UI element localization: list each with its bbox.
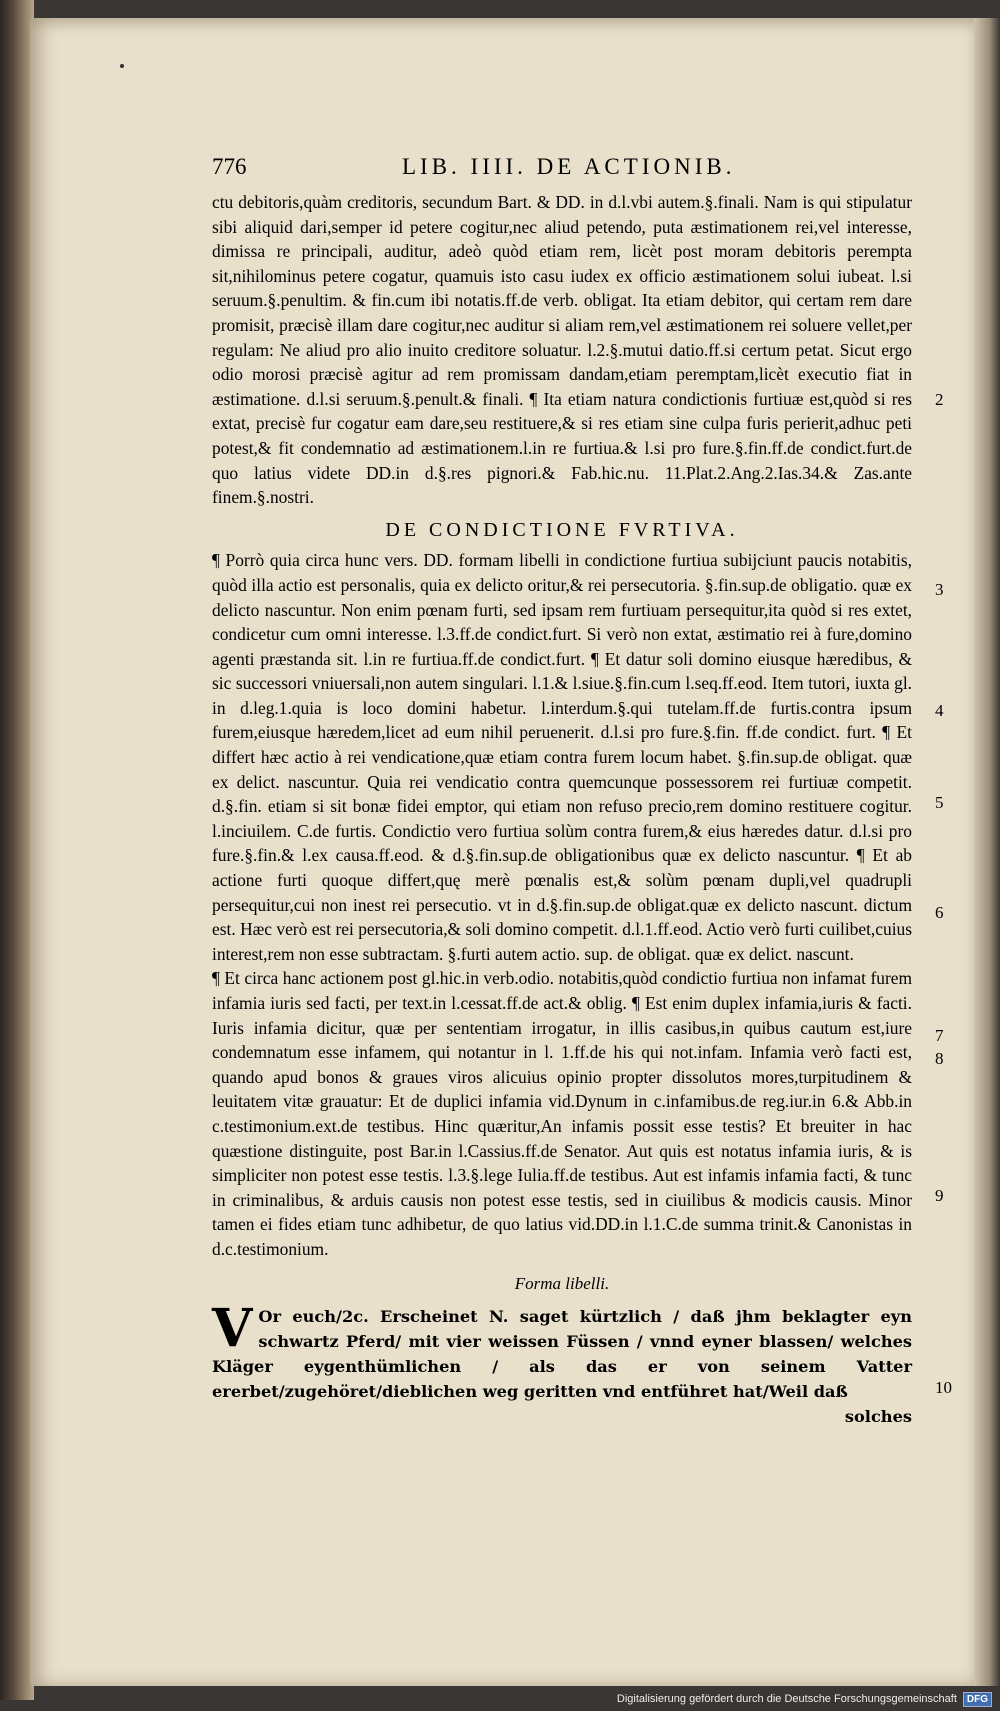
page-number: 776 [212, 154, 247, 179]
catchword: solches [844, 1407, 912, 1427]
margin-number: 10 [935, 1378, 952, 1397]
running-head: LIB. IIII. DE ACTIONIB. [402, 154, 736, 179]
digitization-footer [617, 1690, 992, 1708]
margin-number: 8 [935, 1049, 944, 1068]
margin-number: 7 [935, 1026, 944, 1045]
margin-number: 3 [935, 580, 944, 599]
footer-credit: Digitalisierung gefördert durch die Deutsche Forschungsgemeinschaft [616, 1693, 957, 1705]
ink-dot [120, 64, 124, 68]
main-text-block [212, 190, 912, 1429]
section-heading: DE CONDICTIONE FVRTIVA. [385, 518, 739, 541]
margin-number: 4 [935, 701, 944, 720]
margin-number: 6 [935, 903, 944, 922]
margin-number: 9 [935, 1186, 944, 1205]
drop-cap-initial: V [212, 1298, 253, 1360]
margin-number: 2 [935, 390, 944, 409]
paragraph-infamia: ¶ Et circa hanc actionem post gl.hic.in verb.odio. notabitis,quòd condictio furtiua non infamat furem infamia iuris sed facti, per text.in l.cessat.ff.de act.& oblig. ¶ Est enim duplex infamia,iuris & facti. Iuris infamia dicitur, quæ per sententiam irrogatur, in illis casibus,in quibus cautum est,iure condemnatum esse infamem, qui notantur in l. 1.ff.de his qui not.infam. Infamia verò facti est, quando apud bonos & graues viros alicuius opinio propter dissolutos mores,turpitudinem & leuitatem vitæ grauatur: Et de duplici infamia vid.Dynum in c.infamibus.de reg.iur.in 6.& Abb.in c.testimonium.ext.de testibus. Hinc quæritur,An infamis possit esse testis? Et breuiter in hac quæstione distinguite, post Bar.in l.Cassius.ff.de Senator. Aut quis est notatus infamia iuris, & is simpliciter non potest esse testis. l.3.§.lege Iulia.ff.de testibus. Aut est infamis infamia facti, & tunc in criminalibus, & arduis causis non potest esse testis, sed in ciuilibus & modicis causis. Minor tamen ei fides etiam tunc adhibetur, de quo latius vid.DD.in l.1.C.de summa trinit.& Canonistas in d.c.testimonium. [212, 968, 912, 1259]
german-formula-text [212, 1298, 912, 1429]
page-right-edge [974, 18, 1000, 1686]
paragraph-condictio: ¶ Porrò quia circa hunc vers. DD. formam libelli in condictione furtiua subijciunt paucis notabitis, quòd illa actio est personalis, quia ex delicto oritur,& rei persecutoria. §.fin.sup.de obligatio. quæ ex delicto nascuntur. Non enim pœnam furti, sed ipsam rem furtiuam persequitur,ita quòd si res extet, condicetur cum omni interesse. l.3.ff.de condict.furt. Si verò non extat, æstimatio rei à fure,domino agenti præstanda sit. l.in re furtiua.ff.de condict.furt. ¶ Et datur soli domino eiusque hæredibus, & sic successori vniuersali,non autem singulari. l.1.& l.siue.§.fin.cum l.seq.ff.eod. Item tutori, iuxta gl. in d.leg.1.quia is loco domini habetur. l.interdum.§.qui tutelam.ff.de furtis.contra ipsum furem,eiusque hæredem,licet ad eum nihil peruenerit. d.l.si pro fure.§.fin. ff.de condict. furt. ¶ Et differt hæc actio à rei vendicatione,quæ etiam contra furem locum habet. §.fin.sup.de obligat. quæ ex delict. nascuntur. Quia rei vendicatio contra quemcunque possessorem rei furtiuæ competit. d.§.fin. etiam si sit bonæ fidei emptor, qui etiam non refuso precio,rem domino restituere cogitur. l.inciuilem. C.de furtis. Condictio vero furtiua solùm contra furem,& eius hæredes datur. d.l.si pro fure.§.fin.& l.ex causa.ff.eod. & d.§.fin.sup.de obligationibus quæ ex delicto nascuntur. ¶ Et ab actione furti quoque differt,quę merè pœnalis est,& solùm pœnam dupli,vel quadrupli persequitur,cui non inest rei persecutio. vt in d.§.fin.sup.de obligat.quæ ex delicto nascunt. dictum est. Hæc verò est rei persecutoria,& soli domino competit. d.l.1.ff.eod. Actio verò furti cuilibet,cuius interest,rem non esse subtractam. §.furti autem actio. sup. de obligat. quæ ex delict. nascunt. [212, 550, 912, 964]
german-text-body: Or euch/2c. Erscheinet N. saget kürtzlich / daß jhm beklagter eyn schwartz Pferd/ mit vier weissen Füssen / vnnd eyner blassen/ welches Kläger eygenthümlichen / als das er von seinem Vatter ererbet/zugehöret/dieblichen weg geritten vnd entführet hat/Weil daß [212, 1307, 912, 1402]
book-spine-edge [0, 0, 34, 1700]
margin-number: 5 [935, 793, 944, 812]
paragraph-intro: ctu debitoris,quàm creditoris, secundum Bart. & DD. in d.l.vbi autem.§.finali. Nam is qui stipulatur sibi aliquid dari,semper id petere cogitur,nec aliud petendo, puta æstimationem rei,vel interesse, dimissa re principali, auditur, adeò quòd etiam rem, licèt post moram debitoris perempta sit,nihilominus petere cogatur, quamuis isto casu iudex ex officio æstimationem solui iubeat. l.si seruum.§.penultim. & fin.cum ibi notatis.ff.de verb. obligat. Ita etiam debitor, qui certam rem dare promisit, præcisè illam dare cogitur,nec auditur si aliam rem,vel æstimationem rei soluere vellet,per regulam: Ne aliud pro alio inuito creditore soluatur. l.2.§.mutui datio.ff.si certum petat. Sicut ergo odio morosi præcisè agitur ad rem promissam dandam,etiam peremptam,licèt executio fiat in æstimatione. d.l.si seruum.§.penult.& finali. ¶ Ita etiam natura condictionis furtiuæ est,quòd si res extat, precisè fur cogatur eam dare,seu restituere,& si res etiam sine culpa furis perierit,adhuc peti potest,& fit condemnatio ad æstimationem.l.in re furtiua.& l.si pro fure.§.fin.ff.de condict.furt.de quo latius videte DD.in d.§.res pignori.& Fab.hic.nu. 11.Plat.2.Ang.2.Ias.34.& Zas.ante finem.§.nostri. [212, 192, 912, 508]
margin-numbers [935, 0, 959, 1600]
forma-libelli-heading: Forma libelli. [514, 1273, 610, 1293]
dfg-logo: DFG [963, 1692, 992, 1707]
